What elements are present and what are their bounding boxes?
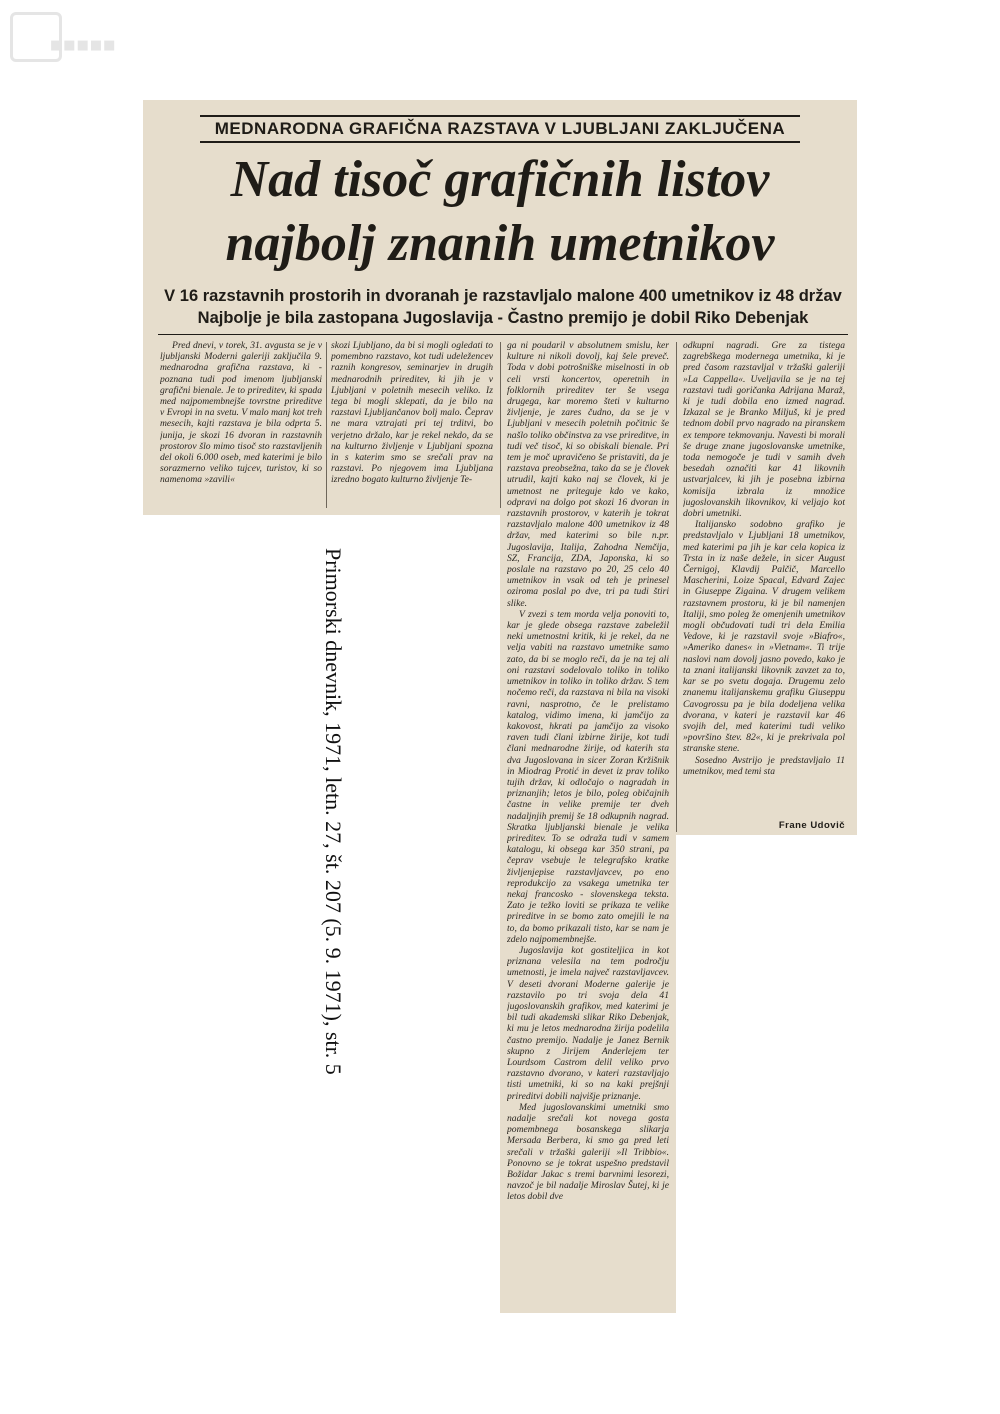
article-paragraph: ga ni poudaril v absolutnem smislu, ker kulture ni nikoli dovolj, kaj šele preveč. Toda v dobi potrošniške miselnosti in ob celi vrsti koncertov, operetnih in folklornih prireditev ter še vsega drugega, kar moremo šteti v kulturno življenje, je zares čudno, da se je v Ljubljani v mesecih poletnih počitnic še našlo toliko občinstva za vse prireditve, in tudi več tisoč, ki so obiskali bienale. Pri tem je moč upravičeno še pristaviti, da je razstava preobsežna, tako da se je človek utrudil, kajti kako naj se človek, ki je umetnost ne priteguje kdo ve kako, odpravi na dolgo pot skozi 16 dvoran in razstavnih prostorov, v katerih je tokrat razstavljalo malone 400 umetnikov iz 48 držav, med katerimi so bile n.pr. Jugoslavija, Italija, Zahodna Nemčija, SZ, Francija, ZDA, Japonska, ki so poslale na razstavo po 20, 25 celo 40 umetnikov in vsak od teh je prinesel oziroma poslal po dve, tri pa tudi štiri slike. [507,340,669,609]
article-paragraph: skozi Ljubljano, da bi si mogli ogledati to pomembno razstavo, kot tudi udeležencev raznih kongresov, seminarjev in drugih mednarodnih prireditev, ki jih je v Ljubljani v poletnih mesecih veliko. Iz tega bi mogli sklepati, da je bilo na razstavi Ljubljančanov bolj malo. Čeprav ne mara vztrajati pri tej trditvi, bo verjetno držalo, kar je rekel nekdo, da se na kulturno življenje v Ljubljani spozna in s katerim smo se srečali prav na razstavi. Po njegovem ima Ljubljana izredno bogato kulturno življenje Te- [331,340,493,486]
article-paragraph: V zvezi s tem morda velja ponoviti to, kar je glede obsega razstave zabeležil neki umetnostni kritik, ki je rekel, da ne velja vabiti na razstavo umetnike samo zato, da bi se moglo reči, da je na tej ali oni razstavi sodelovalo toliko in toliko umetnikov in toliko in toliko držav. S tem nočemo reči, da razstava ni bila na visoki ravni, nasprotno, če le prelistamo katalog, vidimo imena, ki jamčijo za kakovost, hkrati pa jamčijo za visoko raven tudi člani izbirne žirije, kot tudi člani mednarodne žirije, od katerih sta dva Jugoslovana in sicer Zoran Kržišnik in Miodrag Protić in devet iz prav toliko tujih držav, ki odločajo o nagradah in priznanjih; letos je bilo, poleg običajnih častne in velike premije ter dveh nadaljnjih premij še 18 odkupnih nagrad. Skratka ljubljanski bienale je velika prireditev. To se odraža tudi v samem katalogu, ki obsega kar 350 strani, pa čeprav vsebuje le telegrafsko kratke življenjepise razstavljavcev, po eno reprodukcijo za vsakega umetnika ter nekaj francosko - slovenskega teksta. Zato je težko loviti se prikaza te velike prireditve in se bomo zato omejili le na to, da bomo prikazali tisto, kar se nam je zdelo najpomembnejše. [507,608,669,945]
article-column-1 [160,340,322,510]
article-paragraph: Sosedno Avstrijo je predstavljalo 11 umetnikov, med temi sta [683,754,845,777]
article-paragraph: odkupni nagradi. Gre za tistega zagrebškega modernega umetnika, ki je pred časom razstavljal v tržaški galeriji »La Cappella«. Uveljavila se je na tej razstavi tudi goričanka Adrijana Maraž, ki je tudi dobila eno izmed nagrad. Izkazal se je Branko Miljuš, ki je pred tednom dobil prvo nagrado na piranskem ex tempore tekmovanju. Navesti bi morali še druge znane jugoslovanske umetnike, toda nemogoče je tudi v samih dveh besedah označiti kar 41 likovnih ustvarjalcev, ki jih je posebna izbirna komisija izbrala iz množice jugoslovanskih likovnikov, ki veljajo kot dobri umetniki. [683,340,845,520]
article-paragraph: Italijansko sodobno grafiko je predstavljalo v Ljubljani 18 umetnikov, med katerimi pa jih je kar cela kopica iz Trsta in iz naše dežele, in sicer August Černigoj, Klavdij Palčič, Marcello Mascherini, Loize Spacal, Edvard Zajec in Giuseppe Zigaina. V drugem velikem razstavnem prostoru, ki je bil namenjen Italiji, smo poleg že omenjenih umetnikov mogli občudovati tudi tri dela Emilia Vedove, ki je razstavil svoje »Biafro«, »Ameriko danes« in »Vietnam«. Ti trije naslovi nam dovolj jasno povedo, kako je ta znani italijanski likovnik zavzet za to, kar se po svetu dogaja. Drugemu zelo znanemu italijanskemu grafiku Giuseppu Cavogrossu pa je bila dodeljena velika dvorana, v kateri je razstavil kar 46 svojih del, med katerimi tudi veliko »površino štev. 82«, ki je prekrivala pol stranske stene. [683,519,845,755]
article-author: Frane Udovič [778,820,845,831]
headline-line-1: Nad tisoč grafičnih listov [230,151,770,208]
article-paragraph: Pred dnevi, v torek, 31. avgusta se je v ljubljanski Moderni galeriji zaključila 9. mednarodna grafična razstava, ki - poznana tudi pod imenom ljubljanski grafični bienale. Je to prireditev, ki spada med najpomembnejše tovrstne prireditve v Evropi in na svetu. V malo manj kot treh mesecih, kajti razstava je bila odprta 5. junija, je skozi 16 dvoran in razstavnih prostorov šlo mimo tisoč sto razstavljenih del okoli 6.000 oseb, med katerimi je bilo sorazmerno veliko tujcev, turistov, ki so namenoma »zavili« [160,340,322,486]
article-paragraph: Jugoslavija kot gostiteljica in kot priznana velesila na tem področju umetnosti, je imela največ razstavljavcev. V deseti dvorani Moderne galerije je razstavilo po tri svoja dela 41 jugoslovanskih grafikov, med katerimi je bil tudi akademski slikar Riko Debenjak, ki mu je letos mednarodna žirija podelila častno premijo. Nadalje je Janez Bernik skupno z Jirijem Anderlejem ter Lourdsom Castrom delil veliko prvo razstavno dvorano, v kateri razstavljajo tisti umetniki, ki so na kaki prejšnji prireditvi dobili najvišje priznanje. [507,944,669,1102]
column-divider [326,342,327,508]
article-column-3 [507,340,669,1300]
subheadline-line-1: V 16 razstavnih prostorih in dvoranah je razstavljalo malone 400 umetnikov iz 48 držav [164,287,842,305]
article-column-2 [331,340,493,510]
subheadline-line-2: Najbolje je bila zastopana Jugoslavija - Častno premijo je dobil Riko Debenjak [197,309,809,327]
column-divider [500,342,501,508]
headline-rule [158,334,848,335]
headline-line-2: najbolj znanih umetnikov [225,215,775,272]
article-kicker: MEDNARODNA GRAFIČNA RAZSTAVA V LJUBLJANI ZAKLJUČENA [200,115,800,143]
column-divider [676,342,677,832]
source-caption: Primorski dnevnik, 1971, letn. 27, št. 207 (5. 9. 1971), str. 5 [321,548,346,1075]
watermark-logo: ■■■■■ [10,12,110,60]
article-column-4 [683,340,845,810]
article-paragraph: Med jugoslovanskimi umetniki smo nadalje srečali kot novega gosta pomembnega bosanskega slikarja Mersada Berbera, ki smo ga pred leti srečali v tržaški galeriji »Il Tribbio«. Ponovno se je tokrat uspešno predstavil Božidar Jakac s tremi barvnimi lesorezi, navzoč je bil nadalje Miroslav Šutej, ki je letos dobil dve [507,1101,669,1203]
